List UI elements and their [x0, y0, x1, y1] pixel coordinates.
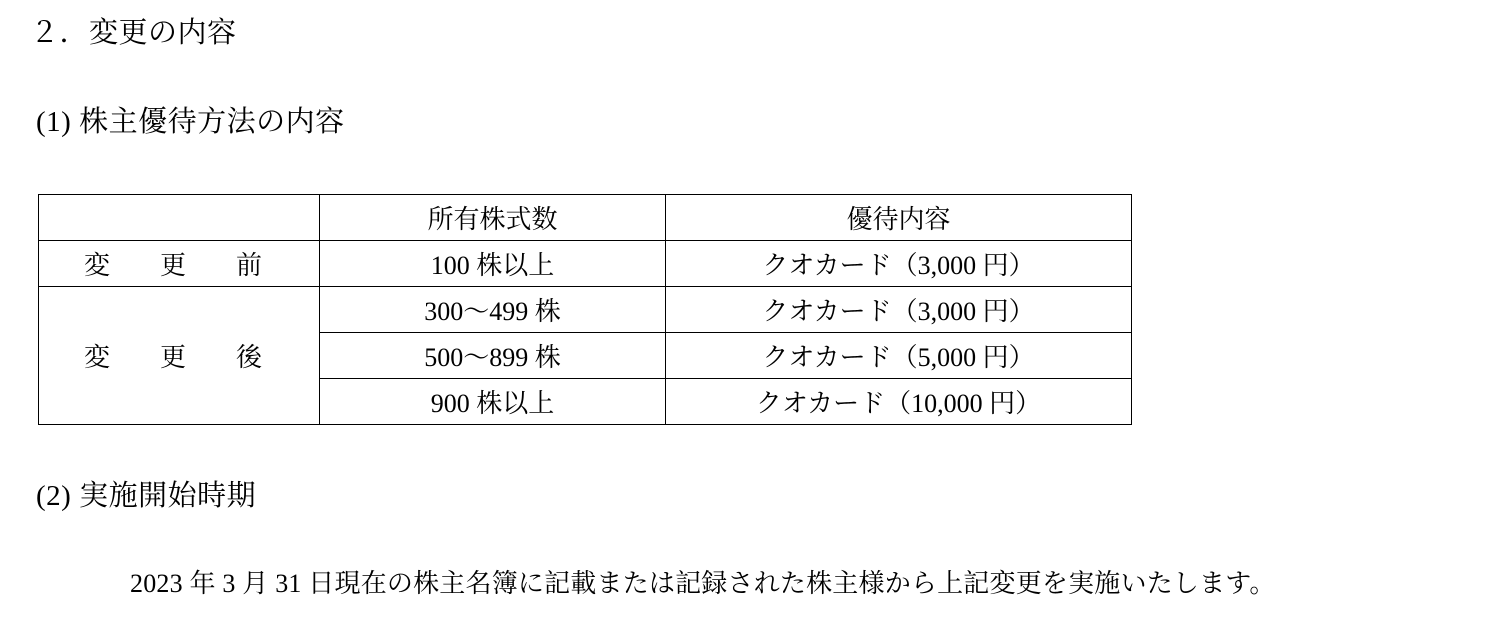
row-shares: 900 株以上	[320, 379, 666, 425]
subsection-heading-1: (1) 株主優待方法の内容	[36, 106, 345, 138]
row-shares: 100 株以上	[320, 241, 666, 287]
row-label-before: 変 更 前	[39, 241, 320, 287]
row-benefit: クオカード（3,000 円）	[666, 241, 1132, 287]
row-benefit: クオカード（10,000 円）	[666, 379, 1132, 425]
table-row	[39, 241, 1132, 287]
subsection-heading-2: (2) 実施開始時期	[36, 480, 257, 512]
row-label-after: 変 更 後	[39, 287, 320, 425]
row-benefit: クオカード（5,000 円）	[666, 333, 1132, 379]
table-row	[39, 287, 1132, 333]
row-shares: 300〜499 株	[320, 287, 666, 333]
closing-paragraph: 2023 年 3 月 31 日現在の株主名簿に記載または記録された株主様から上記変更を実施いたします。	[130, 569, 1276, 598]
table-header-row	[39, 195, 1132, 241]
table-header-benefit: 優待内容	[666, 195, 1132, 241]
row-benefit: クオカード（3,000 円）	[666, 287, 1132, 333]
shareholder-benefit-table	[38, 194, 1132, 425]
row-shares: 500〜899 株	[320, 333, 666, 379]
table-header-shares: 所有株式数	[320, 195, 666, 241]
section-heading: ２．変更の内容	[30, 17, 237, 49]
table-header-corner	[39, 195, 320, 241]
